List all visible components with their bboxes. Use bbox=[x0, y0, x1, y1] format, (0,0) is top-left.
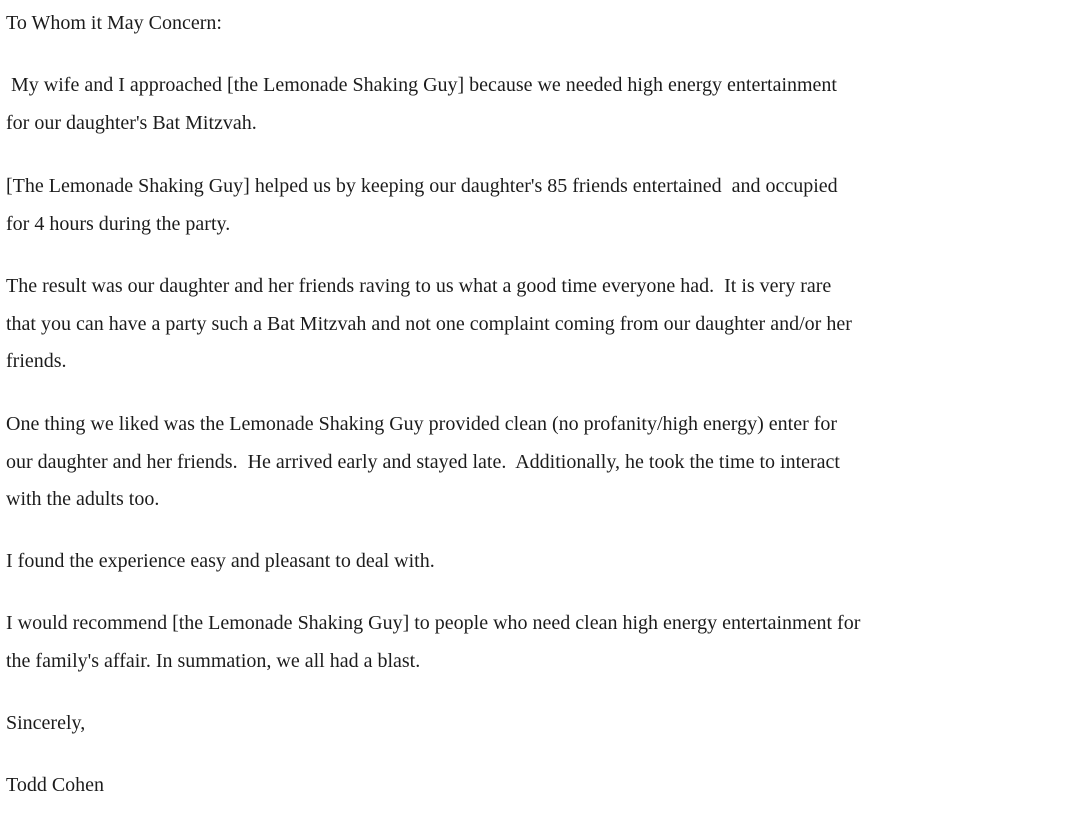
paragraph-line: I found the experience easy and pleasant to deal with. bbox=[6, 550, 435, 572]
paragraph-line: with the adults too. bbox=[6, 488, 160, 510]
paragraph-line: for 4 hours during the party. bbox=[6, 212, 231, 235]
paragraph-line: One thing we liked was the Lemonade Shaking Guy provided clean (no profanity/high energy) enter for bbox=[6, 413, 838, 435]
letter-signature bbox=[6, 767, 104, 805]
paragraph-line: the family's affair. In summation, we all had a blast. bbox=[6, 649, 421, 672]
paragraph-result bbox=[6, 268, 852, 381]
paragraph-helped bbox=[6, 168, 838, 243]
paragraph-liked bbox=[6, 406, 840, 519]
paragraph-line: that you can have a party such a Bat Mitzvah and not one complaint coming from our daughter and/or her bbox=[6, 312, 852, 335]
paragraph-approach bbox=[6, 67, 837, 142]
paragraph-experience bbox=[6, 543, 435, 581]
letter-closing bbox=[6, 705, 85, 743]
paragraph-line: My wife and I approached [the Lemonade Shaking Guy] because we needed high energy entertainment bbox=[6, 74, 837, 96]
closing-line: Sincerely, bbox=[6, 712, 86, 734]
paragraph-line: friends. bbox=[6, 350, 67, 372]
paragraph-line: for our daughter's Bat Mitzvah. bbox=[6, 111, 257, 134]
paragraph-line: our daughter and her friends. He arrived early and stayed late. Additionally, he took the time to interact bbox=[6, 450, 840, 473]
greeting-line: To Whom it May Concern: bbox=[6, 12, 222, 34]
letter-greeting bbox=[6, 5, 222, 43]
paragraph-line: The result was our daughter and her friends raving to us what a good time everyone had. It is very rare bbox=[6, 275, 832, 297]
paragraph-recommend bbox=[6, 605, 860, 680]
signature-name: Todd Cohen bbox=[6, 774, 105, 796]
paragraph-line: I would recommend [the Lemonade Shaking Guy] to people who need clean high energy entertainment for bbox=[6, 612, 861, 634]
paragraph-line: [The Lemonade Shaking Guy] helped us by keeping our daughter's 85 friends entertained and occupied bbox=[6, 175, 838, 197]
